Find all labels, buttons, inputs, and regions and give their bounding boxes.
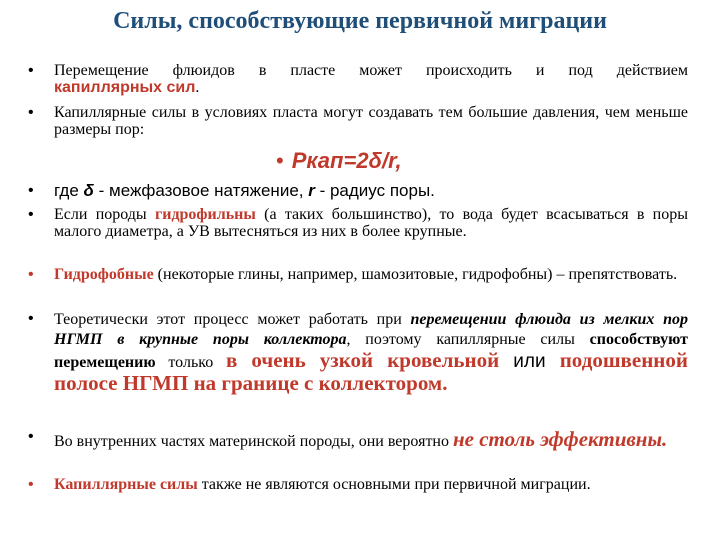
bullet-item-7	[28, 428, 688, 453]
bullet-4-text: Если породы гидрофильны (а таких большинство), то вода будет всасываться в поры малого диаметра, а УВ вытесняться из них в более крупные.	[54, 206, 688, 240]
bullet-item-5	[28, 266, 688, 283]
bullet-item-2	[28, 104, 688, 138]
bullet-item-4	[28, 206, 688, 240]
capillary-pressure-formula: • Ркап=2δ/r,	[276, 148, 402, 173]
bullet-marker: •	[28, 62, 34, 79]
bullet-marker: •	[28, 182, 34, 199]
bullet-7-text: Во внутренних частях материнской породы, они вероятно не столь эффективны.	[54, 427, 668, 451]
bullet-marker: •	[28, 476, 34, 493]
bullet-marker: •	[28, 104, 34, 121]
bullet-item-1: • Перемещение флюидов в пласте может происходить и под действием капиллярных сил.	[28, 62, 688, 96]
bullet-6-text: Теоретически этот процесс может работать при перемещении флюида из мелких пор НГМП в крупные поры коллектора, поэтому капиллярные силы способствуют перемещению только в очень узкой кровельной или подошвенной полосе НГМП на границе с коллектором.	[54, 311, 689, 395]
bullet-marker: •	[28, 206, 34, 223]
bullet-8-text: Капиллярные силы также не являются основными при первичной миграции.	[54, 476, 591, 493]
capillary-forces-term: капиллярных сил	[54, 79, 196, 96]
bullet-marker: •	[28, 310, 34, 327]
bullet-marker: •	[28, 266, 34, 283]
bullet-3-text: где δ - межфазовое натяжение, r - радиус поры.	[54, 181, 435, 200]
bullet-marker: •	[28, 428, 34, 445]
slide-title: Силы, способствующие первичной миграции	[113, 8, 607, 34]
bullet-5-text: Гидрофобные (некоторые глины, например, шамозитовые, гидрофобны) – препятствовать.	[54, 266, 678, 283]
bullet-1-text: Перемещение флюидов в пласте может происходить и под действием	[54, 62, 688, 79]
bullet-item-6	[28, 310, 688, 396]
bullet-item-8	[28, 476, 688, 493]
bullet-2-text: Капиллярные силы в условиях пласта могут создавать тем большие давления, чем меньше размеры пор:	[54, 104, 688, 138]
bullet-item-3	[28, 182, 688, 199]
